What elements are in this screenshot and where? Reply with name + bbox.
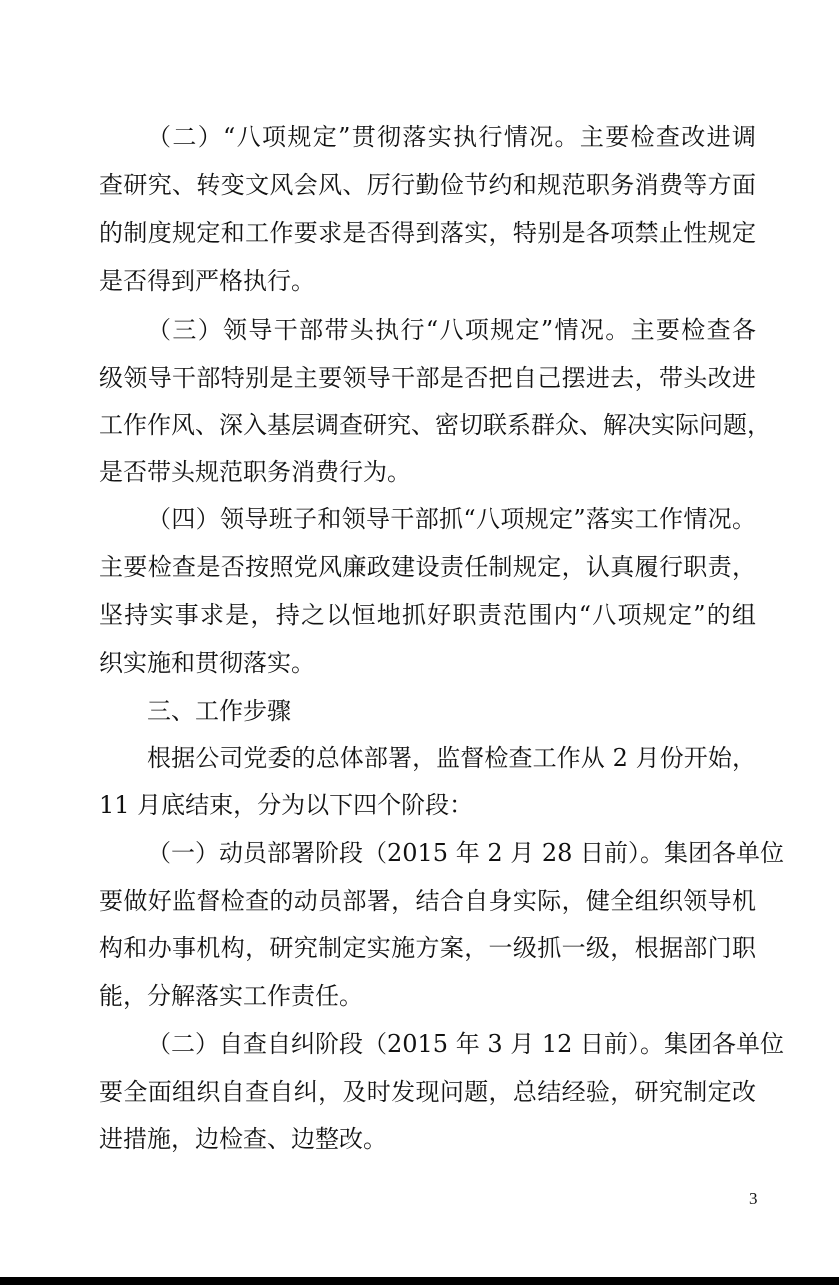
paragraph-1-line-4: 是否得到严格执行。: [99, 267, 315, 295]
page-bottom-border: [0, 1277, 839, 1285]
paragraph-3-line-3: 坚持实事求是，持之以恒地抓好职责范围内“八项规定”的组: [99, 601, 756, 629]
paragraph-5-line-2: 要做好监督检查的动员部署，结合自身实际，健全组织领导机: [99, 887, 756, 915]
paragraph-1-line-3: 的制度规定和工作要求是否得到落实，特别是各项禁止性规定: [99, 219, 756, 247]
paragraph-1-line-1: （二）“八项规定”贯彻落实执行情况。主要检查改进调: [147, 123, 756, 151]
paragraph-4-line-2: 11 月底结束，分为以下四个阶段：: [99, 791, 474, 819]
paragraph-6-line-2: 要全面组织自查自纠，及时发现问题，总结经验，研究制定改: [99, 1078, 756, 1106]
paragraph-3-line-4: 织实施和贯彻落实。: [99, 649, 315, 677]
page-number: 3: [749, 1189, 758, 1208]
paragraph-4-line-1: 根据公司党委的总体部署，监督检查工作从 2 月份开始，: [147, 744, 756, 772]
paragraph-6-line-3: 进措施，边检查、边整改。: [99, 1125, 387, 1153]
paragraph-3-line-2: 主要检查是否按照党风廉政建设责任制规定，认真履行职责，: [99, 553, 756, 581]
paragraph-5-line-3: 构和办事机构，研究制定实施方案，一级抓一级，根据部门职: [99, 934, 756, 962]
paragraph-6-line-1: （二）自查自纠阶段（2015 年 3 月 12 日前）。集团各单位: [147, 1030, 785, 1058]
paragraph-3-line-1: （四）领导班子和领导干部抓“八项规定”落实工作情况。: [147, 505, 756, 533]
section-heading-work-steps: 三、工作步骤: [147, 697, 291, 725]
paragraph-2-line-1: （三）领导干部带头执行“八项规定”情况。主要检查各: [147, 316, 756, 344]
paragraph-1-line-2: 查研究、转变文风会风、厉行勤俭节约和规范职务消费等方面: [99, 171, 756, 199]
paragraph-5-line-4: 能，分解落实工作责任。: [99, 982, 363, 1010]
paragraph-2-line-2: 级领导干部特别是主要领导干部是否把自己摆进去，带头改进: [99, 364, 756, 392]
paragraph-5-line-1: （一）动员部署阶段（2015 年 2 月 28 日前）。集团各单位: [147, 839, 785, 867]
paragraph-2-line-4: 是否带头规范职务消费行为。: [99, 458, 411, 486]
paragraph-2-line-3: 工作作风、深入基层调查研究、密切联系群众、解决实际问题，: [99, 411, 771, 439]
